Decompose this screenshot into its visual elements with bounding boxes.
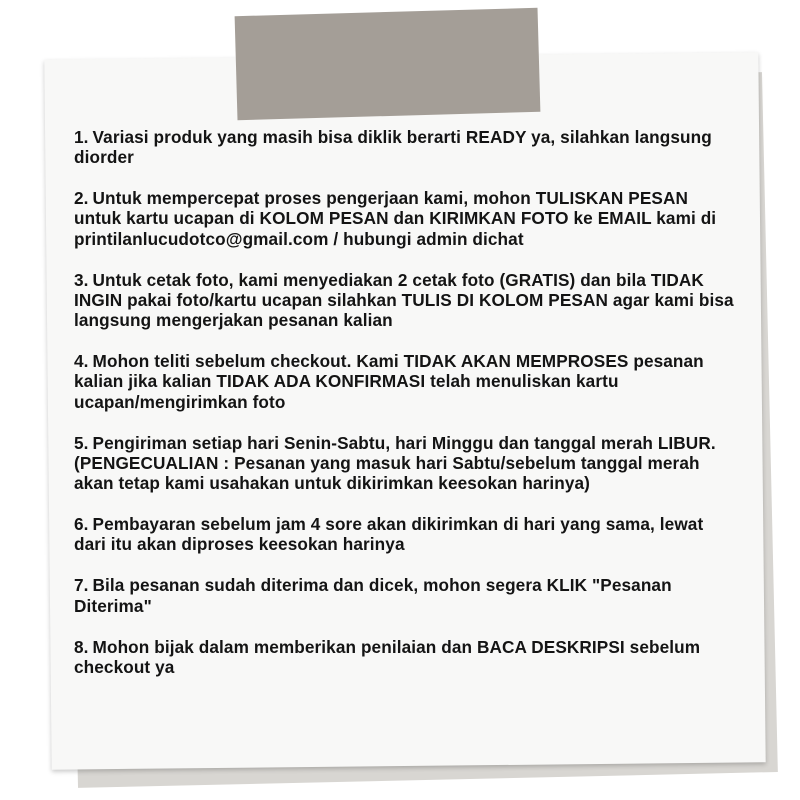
rule-item-8 [74,637,734,678]
rule-text: Untuk mempercepat proses pengerjaan kami, mohon TULISKAN PESAN untuk kartu ucapan di KOLOM PESAN dan KIRIMKAN FOTO ke EMAIL kami di printilanlucudotco@gmail.com / hubungi admin dichat [74,188,717,249]
rule-text: Pembayaran sebelum jam 4 sore akan dikirimkan di hari yang sama, lewat dari itu akan diproses keesokan harinya [74,514,704,555]
rule-text: Variasi produk yang masih bisa diklik berarti READY ya, silahkan langsung diorder [74,127,712,168]
notice-rules-list [74,127,734,677]
masking-tape [235,8,541,120]
rule-number: 6. [74,514,89,535]
rule-item-7 [74,575,734,616]
rule-number: 4. [74,351,89,372]
rule-item-4 [74,351,734,412]
rule-number: 3. [74,269,89,290]
rule-number: 5. [74,432,89,453]
rule-item-2 [74,188,734,249]
rule-item-1 [74,127,734,168]
rule-number: 7. [74,575,89,596]
rule-item-6 [74,514,734,555]
rule-text: Pengiriman setiap hari Senin-Sabtu, hari Minggu dan tanggal merah LIBUR. (PENGECUALIAN : Pesanan yang masuk hari Sabtu/sebelum tanggal merah akan tetap kami usahakan untuk dikirimkan keesokan harinya) [74,432,716,494]
rule-item-3 [74,270,734,331]
rule-number: 1. [74,127,89,147]
rule-number: 8. [74,636,89,657]
rule-text: Mohon bijak dalam memberikan penilaian dan BACA DESKRIPSI sebelum checkout ya [74,636,701,677]
rule-text: Untuk cetak foto, kami menyediakan 2 cetak foto (GRATIS) dan bila TIDAK INGIN pakai foto/kartu ucapan silahkan TULIS DI KOLOM PESAN agar kami bisa langsung mengerjakan pesanan kalian [74,269,734,331]
rule-text: Bila pesanan sudah diterima dan dicek, mohon segera KLIK "Pesanan Diterima" [74,575,672,616]
rule-item-5 [74,433,734,494]
rule-text: Mohon teliti sebelum checkout. Kami TIDAK AKAN MEMPROSES pesanan kalian jika kalian TIDAK ADA KONFIRMASI telah menuliskan kartu ucapan/mengirimkan foto [74,351,704,412]
rule-number: 2. [74,188,89,209]
